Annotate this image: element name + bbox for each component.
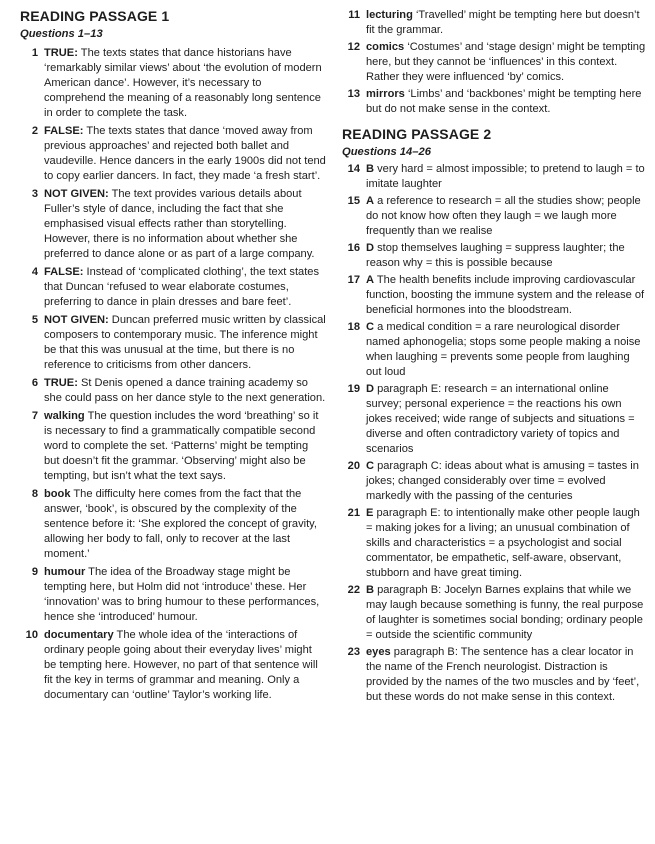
answer-key: NOT GIVEN: xyxy=(44,314,109,326)
question-number: 7 xyxy=(31,410,38,422)
answer-item xyxy=(342,459,647,504)
question-number: 4 xyxy=(31,266,38,278)
answer-key: B xyxy=(366,163,375,175)
answer-item xyxy=(342,382,647,457)
passage2-questions: Questions 14–26 xyxy=(342,146,431,158)
answer-item xyxy=(20,265,326,310)
passage1-answer-list-continued xyxy=(342,8,647,117)
question-number: 2 xyxy=(31,125,38,137)
explanation-text: The health benefits include improving cardiovascular function, boosting the immune system and the release of beneficial hormones into the bloodstream. xyxy=(366,274,645,316)
answer-key: TRUE: xyxy=(44,377,78,389)
answer-item xyxy=(20,565,326,625)
explanation-text: The whole idea of the ‘interactions of ordinary people going about their everyday lives’ might be tempting here. However, no part of that sentence will fit the key in terms of grammar and meaning. Only a documentary can ‘outline’ Taylor’s working life. xyxy=(44,629,318,701)
answer-item xyxy=(342,87,647,117)
question-number: 9 xyxy=(31,566,38,578)
explanation-text: paragraph E: to intentionally make other people laugh = making jokes for a living; an unusual combination of skills and characteristics = a psychologist and social commentator, be empathetic, self-aware, observant, stubborn and have great timing. xyxy=(366,507,640,579)
question-number: 23 xyxy=(347,646,360,658)
answer-key: C xyxy=(366,321,375,333)
question-number: 21 xyxy=(347,507,360,519)
explanation-text: paragraph C: ideas about what is amusing = tastes in jokes; changed considerably over time = evolved markedly with the passing of the centuries xyxy=(366,460,639,502)
question-number: 20 xyxy=(347,460,360,472)
answer-item xyxy=(20,487,326,562)
answer-item xyxy=(342,194,647,239)
question-number: 1 xyxy=(31,47,38,59)
question-number: 12 xyxy=(347,41,360,53)
question-number: 11 xyxy=(348,9,360,21)
answer-key: lecturing xyxy=(366,9,413,21)
answer-key: A xyxy=(366,274,375,286)
answer-item xyxy=(20,124,326,184)
question-number: 10 xyxy=(25,629,38,641)
question-number: 13 xyxy=(347,88,360,100)
answer-item xyxy=(342,162,647,192)
explanation-text: The idea of the Broadway stage might be tempting here, but Holm did not ‘introduce’ these. Her ‘innovation’ was to bring humour to these performances, hence she ‘introduced’ humour. xyxy=(44,566,320,623)
explanation-text: a medical condition = a rare neurological disorder named aphonogelia; stops some people making a noise when laughing = prevents some people from laughing out loud xyxy=(366,321,641,378)
answer-key: D xyxy=(366,242,375,254)
answer-item xyxy=(20,628,326,703)
explanation-text: ‘Limbs’ and ‘backbones’ might be tempting here but do not make sense in the context. xyxy=(366,88,642,115)
answer-key: FALSE: xyxy=(44,125,84,137)
answer-item xyxy=(342,320,647,380)
answer-key: comics xyxy=(366,41,405,53)
answer-item xyxy=(342,8,647,38)
answer-key: humour xyxy=(44,566,86,578)
explanation-text: paragraph B: Jocelyn Barnes explains that while we may laugh because something is funny, the real purpose of laughter is sometimes social bonding; ordinary people = outside the scientific community xyxy=(366,584,644,641)
left-column xyxy=(20,8,326,706)
explanation-text: paragraph B: The sentence has a clear locator in the name of the French neurologist. Distraction is provided by the names of the two muscles and by ‘feet’, but these words do not make sense in this context. xyxy=(366,646,640,703)
passage1-title: READING PASSAGE 1 xyxy=(20,8,170,24)
passage1-questions: Questions 1–13 xyxy=(20,28,103,40)
explanation-text: paragraph E: research = an international online survey; personal experience = the reactions his own jokes received; wide range of subjects and situations = diverse and often contradictory variety of topics and scenarios xyxy=(366,383,635,455)
answer-item xyxy=(342,241,647,271)
answer-item xyxy=(342,40,647,85)
answer-key: NOT GIVEN: xyxy=(44,188,109,200)
question-number: 17 xyxy=(347,274,360,286)
question-number: 8 xyxy=(31,488,38,500)
explanation-text: a reference to research = all the studies show; people do not know how often they laugh = we laugh more frequently than we realise xyxy=(366,195,641,237)
explanation-text: The text provides various details about Fuller’s style of dance, including the fact that she emphasised visual effects rather than storytelling. However, there is no information about whether she preferred to dance alone or as part of a large company. xyxy=(44,188,315,260)
explanation-text: St Denis opened a dance training academy so she could pass on her dance style to the next generation. xyxy=(44,377,326,404)
explanation-text: The question includes the word ‘breathing’ so it is necessary to find a grammatically compatible second word to complete the set. ‘Patterns’ might be tempting but doesn’t fit the grammar. ‘Observing’ might also be tempting, but isn’t what the text says. xyxy=(44,410,319,482)
answer-key: documentary xyxy=(44,629,114,641)
question-number: 14 xyxy=(347,163,360,175)
question-number: 18 xyxy=(347,321,360,333)
question-number: 6 xyxy=(31,377,38,389)
answer-key: B xyxy=(366,584,375,596)
question-number: 15 xyxy=(347,195,360,207)
answer-key: D xyxy=(366,383,375,395)
question-number: 19 xyxy=(347,383,360,395)
question-number: 22 xyxy=(347,584,360,596)
passage2-title: READING PASSAGE 2 xyxy=(342,126,492,142)
answer-key: mirrors xyxy=(366,88,405,100)
answer-item xyxy=(342,645,647,705)
explanation-text: The texts states that dance ‘moved away from previous approaches’ and rejected both ballet and vaudeville. Hence dancers in the early 1900s did not tend to copy earlier dancers. In fact, they made ‘a fresh start’. xyxy=(44,125,326,182)
passage2-answer-list xyxy=(342,162,647,705)
question-number: 3 xyxy=(31,188,38,200)
answer-key: A xyxy=(366,195,375,207)
answer-item xyxy=(20,187,326,262)
question-number: 16 xyxy=(347,242,360,254)
passage1-answer-list xyxy=(20,46,326,703)
answer-key: FALSE: xyxy=(44,266,84,278)
answer-item xyxy=(20,376,326,406)
answer-key: walking xyxy=(44,410,85,422)
explanation-text: Duncan preferred music written by classical composers to contemporary music. The inference might be that this was unusual at the time, but there is no reference to criticisms from other dancers. xyxy=(44,314,326,371)
explanation-text: very hard = almost impossible; to pretend to laugh = to imitate laughter xyxy=(366,163,645,190)
answer-key: eyes xyxy=(366,646,391,658)
answer-item xyxy=(342,273,647,318)
answer-item xyxy=(342,506,647,581)
explanation-text: The texts states that dance historians have ‘remarkably similar views’ about ‘the evolution of modern American dance’. However, it’s necessary to comprehend the meaning of a reasonably long sentence in order to complete the task. xyxy=(44,47,322,119)
explanation-text: ‘Travelled’ might be tempting here but doesn’t fit the grammar. xyxy=(366,9,640,36)
explanation-text: Instead of ‘complicated clothing’, the text states that Duncan ‘refused to wear elaborate costumes, preferring to dance in plain dresses and bare feet’. xyxy=(44,266,320,308)
right-column xyxy=(342,8,647,707)
answer-item xyxy=(20,313,326,373)
explanation-text: stop themselves laughing = suppress laughter; the reason why = this is possible because xyxy=(366,242,625,269)
question-number: 5 xyxy=(31,314,38,326)
answer-item xyxy=(342,583,647,643)
answer-item xyxy=(20,46,326,121)
explanation-text: ‘Costumes’ and ‘stage design’ might be tempting here, but they cannot be ‘influences’ in this context. Rather they were influenced ‘by’ comics. xyxy=(366,41,646,83)
answer-item xyxy=(20,409,326,484)
explanation-text: The difficulty here comes from the fact that the answer, ‘book’, is obscured by the complexity of the sentence before it: ‘She explored the concept of gravity, allowing her body to fall, only to recover at the last moment.’ xyxy=(44,488,317,560)
answer-key: E xyxy=(366,507,374,519)
answer-key: TRUE: xyxy=(44,47,78,59)
answer-key: C xyxy=(366,460,375,472)
answer-key: book xyxy=(44,488,71,500)
